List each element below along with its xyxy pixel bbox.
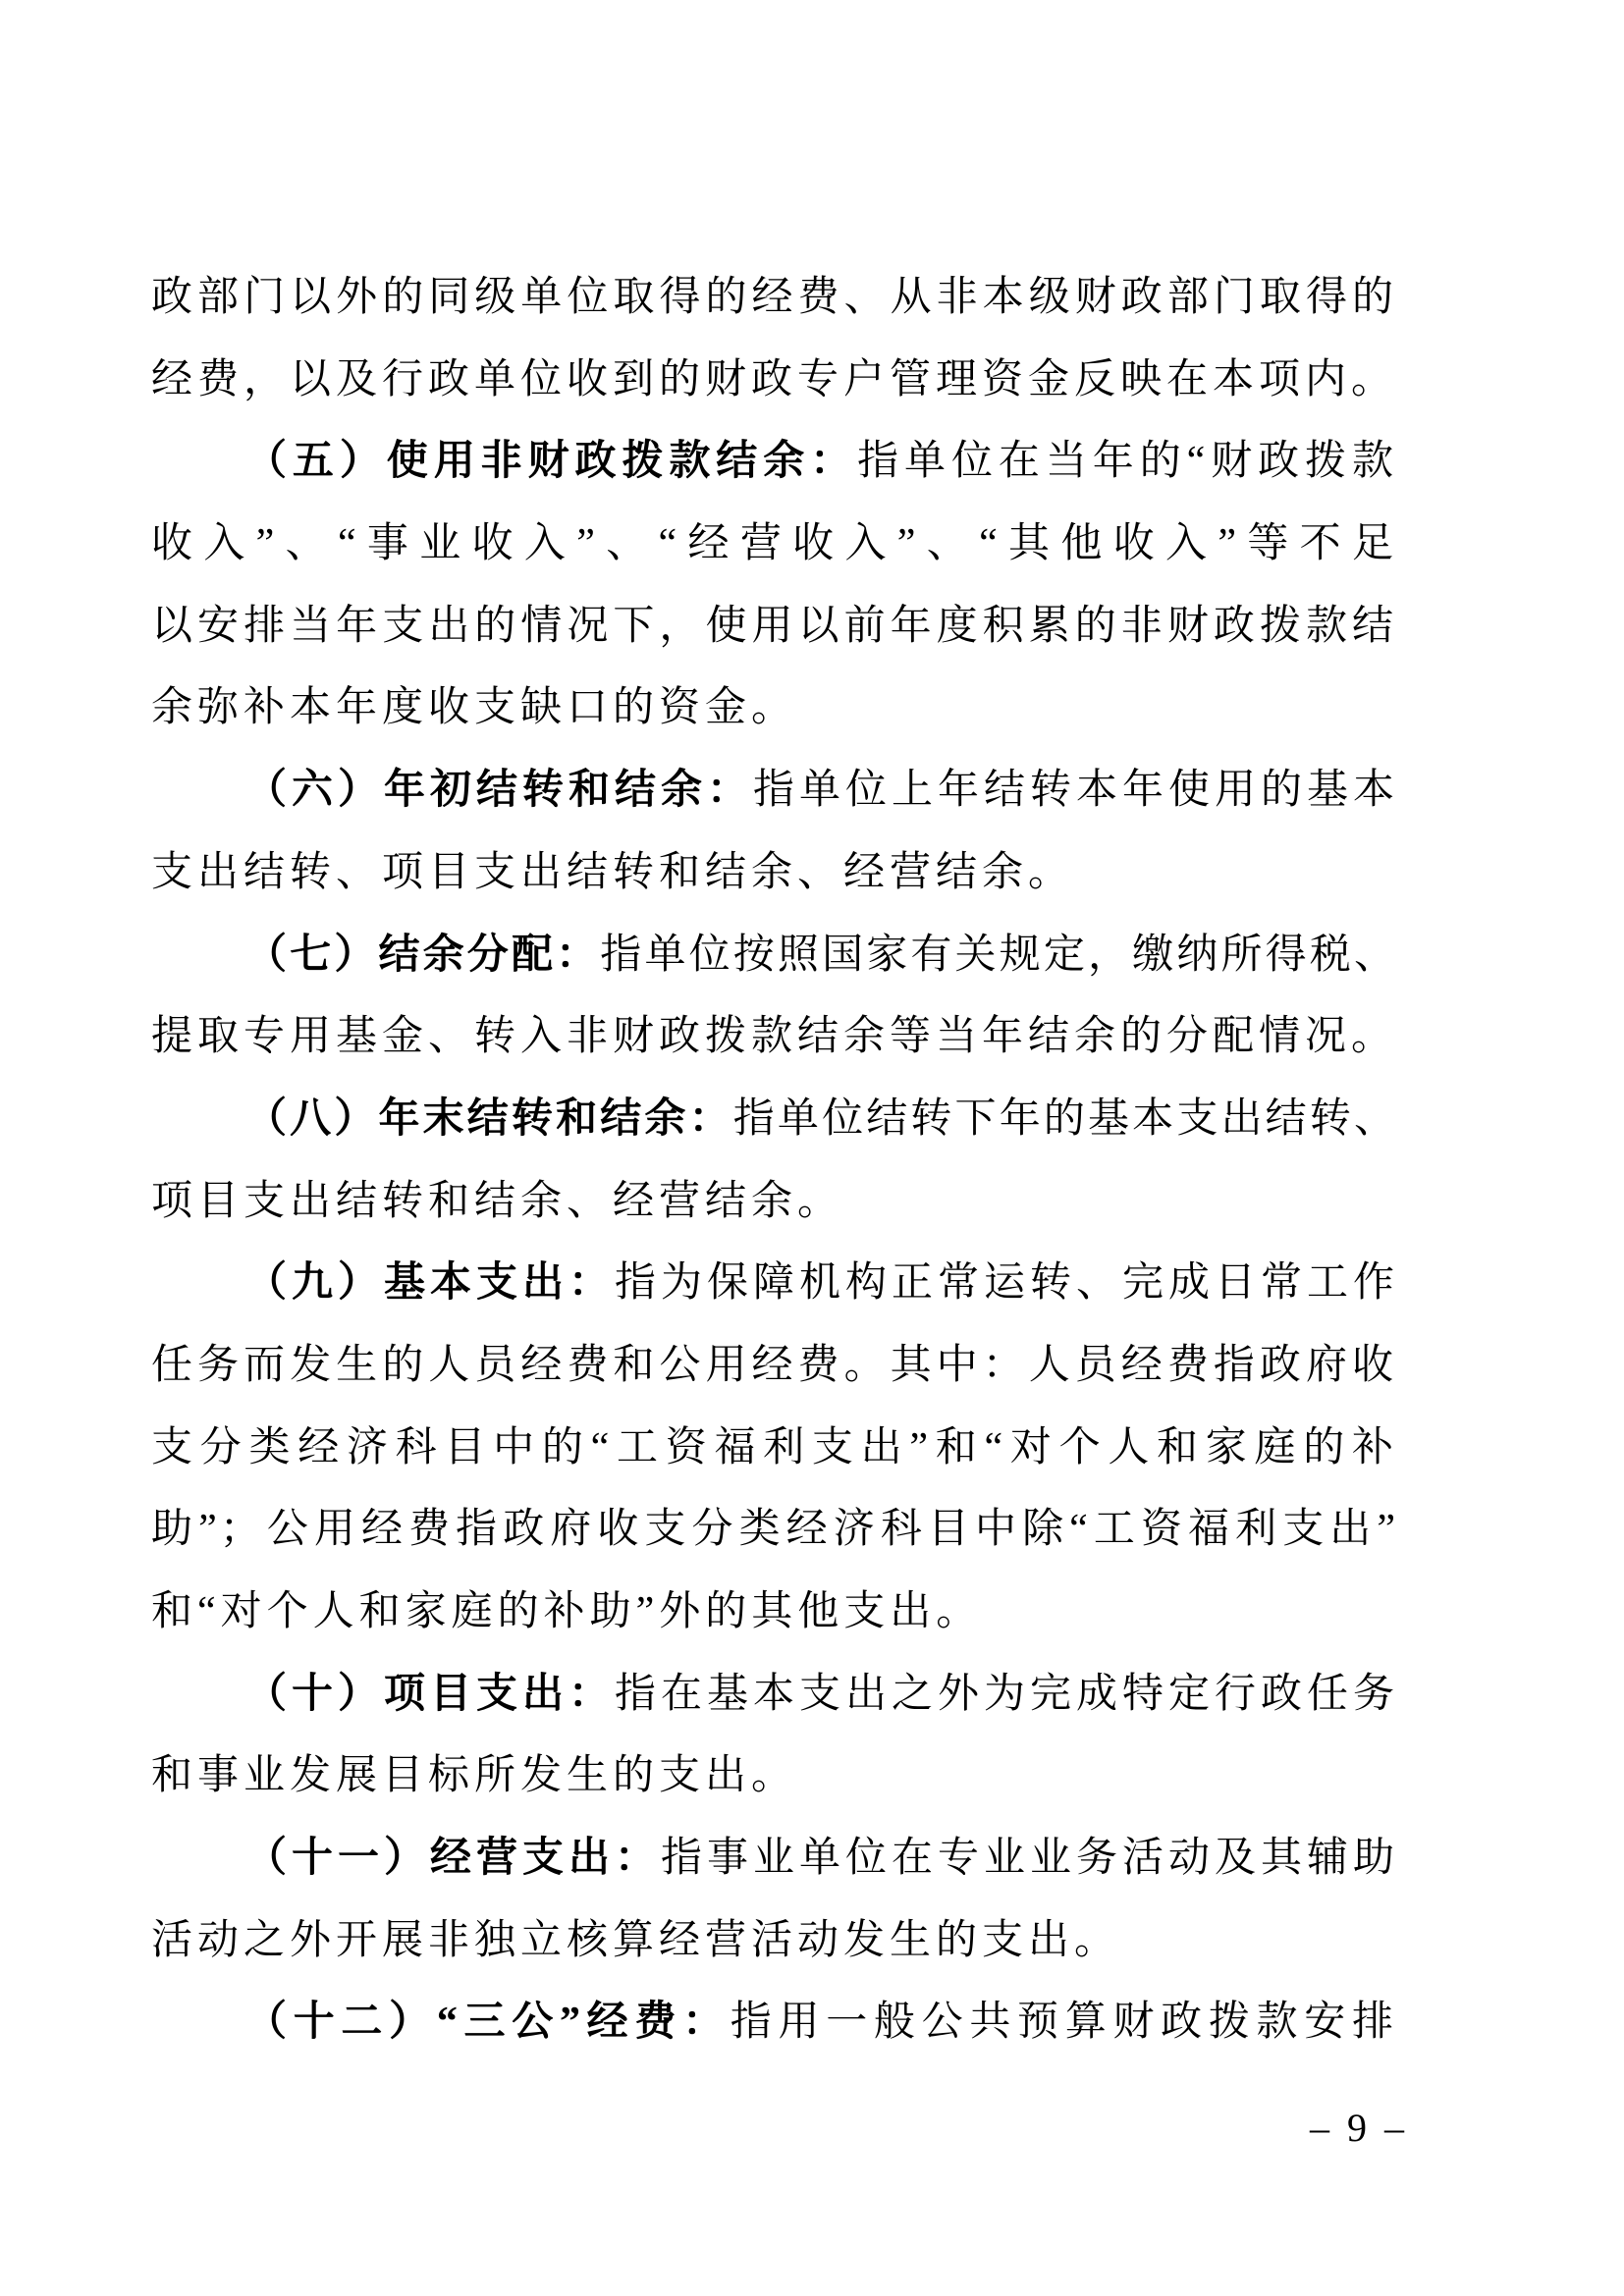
paragraph-text: 活动之外开展非独立核算经营活动发生的支出。 [151,1917,1121,1963]
paragraph-text: 提取专用基金、转入非财政拨款结余等当年结余的分配情况。 [151,1014,1398,1060]
paragraph-text: 和“对个人和家庭的补助”外的其他支出。 [151,1589,983,1634]
paragraph-text: 指单位按照国家有关规定，缴纳所得税、 [600,932,1398,978]
paragraph-term: （九）基本支出： [245,1260,616,1307]
paragraph-text: 以安排当年支出的情况下，使用以前年度积累的非财政拨款结 [151,603,1398,649]
paragraph-text: 支出结转、项目支出结转和结余、经营结余。 [151,849,1075,895]
text-line [151,1982,1398,2064]
paragraph-text: 支分类经济科目中的“工资福利支出”和“对个人和家庭的补 [151,1424,1398,1470]
paragraph-term: （六）年初结转和结余： [245,768,754,814]
paragraph-term: （七）结余分配： [245,932,601,978]
paragraph-text: 收入”、“事业收入”、“经营收入”、“其他收入”等不足 [151,521,1398,567]
text-line [151,1325,1398,1408]
text-line [151,1818,1398,1900]
text-line [151,504,1398,586]
paragraph-text: 任务而发生的人员经费和公用经费。其中：人员经费指政府收 [151,1342,1398,1388]
paragraph-term: （八）年末结转和结余： [245,1095,733,1142]
paragraph-text: 指用一般公共预算财政拨款安排 [730,2000,1398,2046]
text-line [151,340,1398,422]
paragraph-text: 指在基本支出之外为完成特定行政任务 [615,1671,1400,1717]
text-line [151,667,1398,750]
text-line [151,1489,1398,1572]
paragraph-text: 经费，以及行政单位收到的财政专户管理资金反映在本项内。 [151,356,1398,402]
text-line [151,1079,1398,1161]
text-line [151,996,1398,1079]
paragraph-text: 余弥补本年度收支缺口的资金。 [151,685,798,731]
text-line [151,1735,1398,1818]
text-line [151,1161,1398,1244]
text-line [151,915,1398,997]
text-line [151,1654,1398,1736]
paragraph-text: 指单位上年结转本年使用的基本 [753,768,1400,814]
text-line [151,832,1398,915]
paragraph-text: 指单位结转下年的基本支出结转、 [732,1095,1398,1142]
text-line [151,1243,1398,1325]
page-number: – 9 – [1310,2106,1408,2150]
paragraph-term: （十一）经营支出： [245,1836,662,1882]
paragraph-text: 指单位在当年的“财政拨款 [857,439,1398,485]
text-line [151,1408,1398,1490]
text-line [151,257,1398,340]
text-line [151,1572,1398,1654]
paragraph-term: （十）项目支出： [245,1671,616,1717]
text-line [151,421,1398,504]
paragraph-text: 和事业发展目标所发生的支出。 [151,1753,798,1799]
text-line [151,586,1398,668]
document-body [151,257,1398,2064]
text-line [151,750,1398,832]
paragraph-text: 政部门以外的同级单位取得的经费、从非本级财政部门取得的 [151,275,1398,320]
paragraph-text: 助”；公用经费指政府收支分类经济科目中除“工资福利支出” [151,1507,1398,1553]
paragraph-text: 指事业单位在专业业务活动及其辅助 [661,1836,1400,1882]
paragraph-term: （五）使用非财政拨款结余： [245,439,858,485]
text-line [151,1900,1398,1983]
paragraph-text: 项目支出结转和结余、经营结余。 [151,1178,844,1224]
paragraph-term: （十二）“三公”经费： [245,2000,731,2046]
paragraph-text: 指为保障机构正常运转、完成日常工作 [615,1260,1400,1307]
